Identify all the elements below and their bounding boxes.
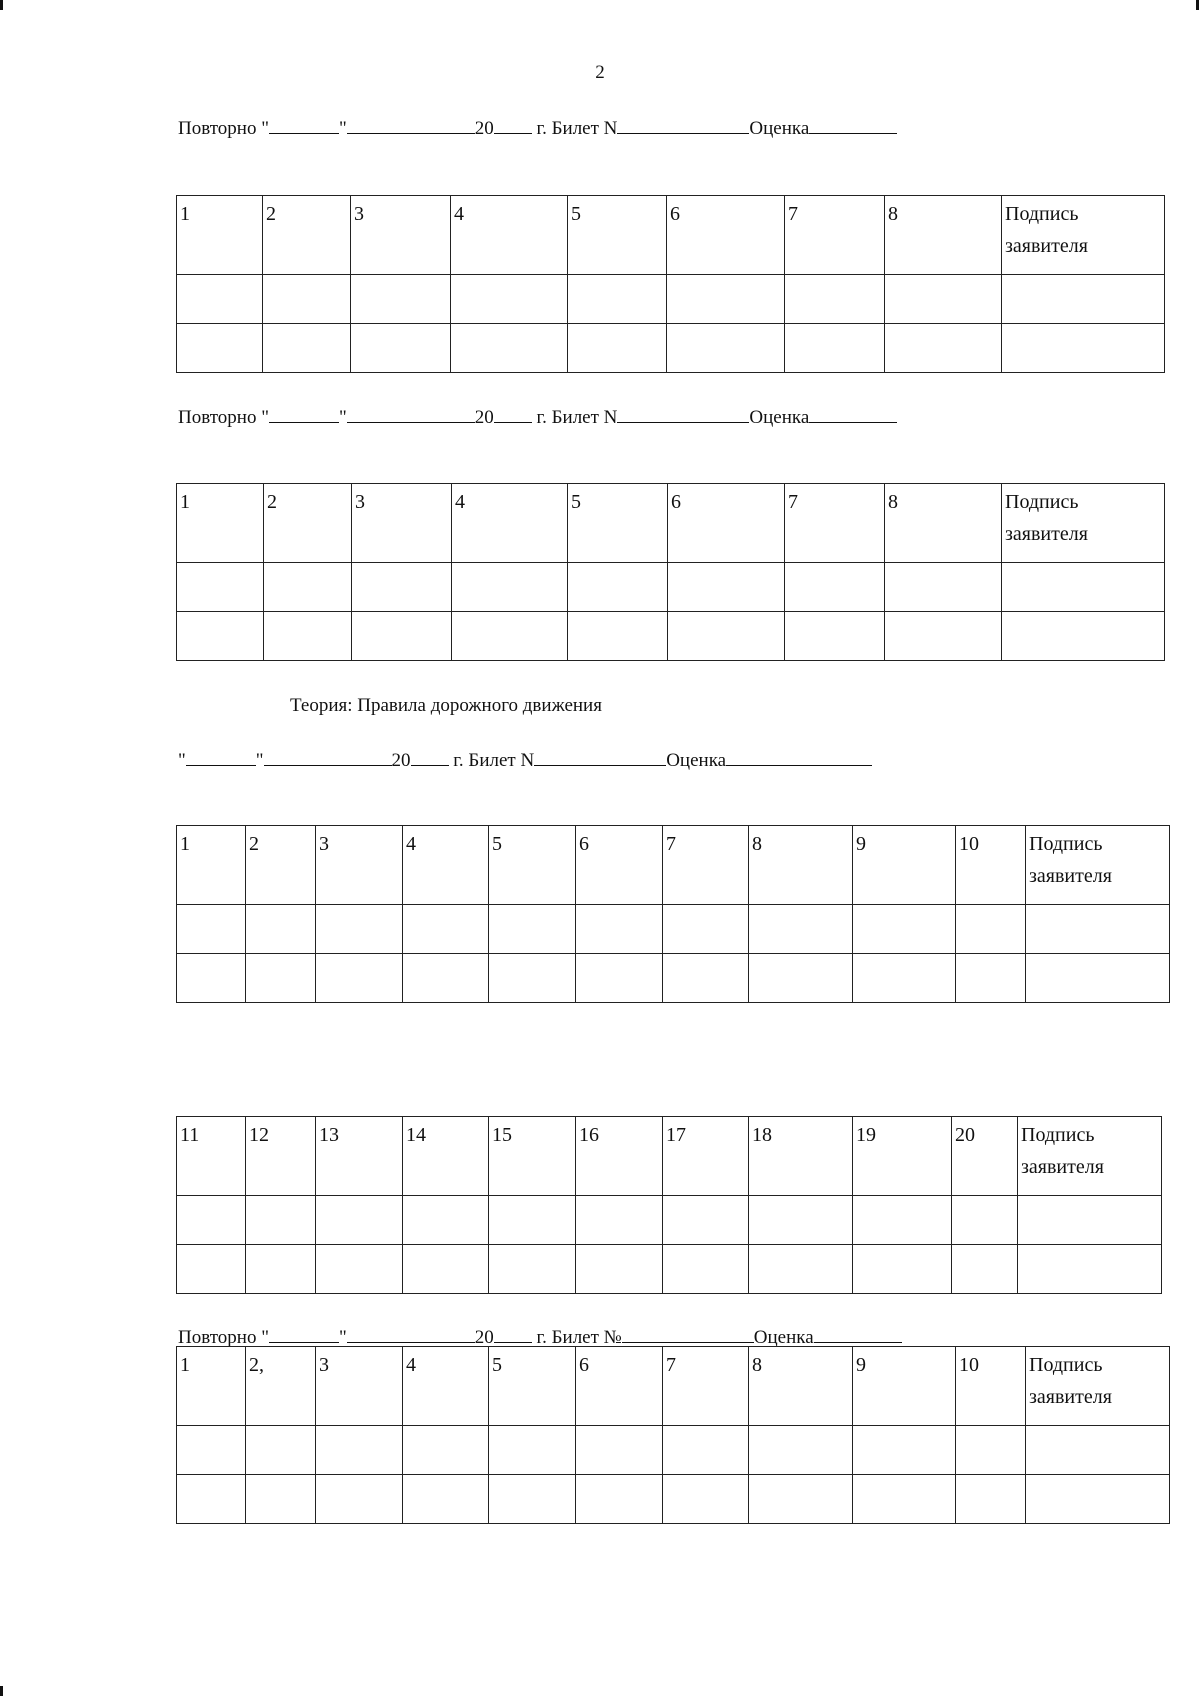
answer-cell[interactable] — [403, 1475, 489, 1524]
col-header: 6 — [576, 826, 663, 905]
col-header: 4 — [403, 1347, 489, 1426]
answer-cell[interactable] — [956, 1475, 1026, 1524]
answer-cell[interactable] — [785, 563, 885, 612]
col-header: 1 — [177, 484, 264, 563]
col-header: 2 — [246, 826, 316, 905]
col-header: 16 — [576, 1117, 663, 1196]
answer-cell[interactable] — [853, 1426, 956, 1475]
signature-cell[interactable] — [1002, 324, 1165, 373]
year-prefix: 20 — [474, 1327, 494, 1348]
table-row — [177, 275, 1165, 324]
answer-cell[interactable] — [246, 1426, 316, 1475]
col-header: 12 — [246, 1117, 316, 1196]
answer-cell[interactable] — [177, 1426, 246, 1475]
answer-cell[interactable] — [489, 1245, 576, 1294]
month-field[interactable] — [347, 405, 475, 423]
answer-cell[interactable] — [177, 324, 263, 373]
answer-cell[interactable] — [177, 905, 246, 954]
answer-cell[interactable] — [952, 1245, 1018, 1294]
year-prefix: 20 — [474, 118, 494, 139]
repeat-line-2 — [178, 405, 897, 429]
results-table-5 — [176, 1346, 1170, 1524]
table-row — [177, 1475, 1170, 1524]
col-header: 5 — [489, 1347, 576, 1426]
repeat-label: Повторно " — [178, 118, 269, 139]
answer-cell[interactable] — [663, 1426, 749, 1475]
answer-cell[interactable] — [885, 612, 1002, 661]
quote-mark: " — [255, 750, 264, 771]
answer-cell[interactable] — [667, 275, 785, 324]
answer-cell[interactable] — [853, 1245, 952, 1294]
answer-cell[interactable] — [352, 612, 452, 661]
day-field[interactable] — [186, 748, 256, 766]
answer-cell[interactable] — [853, 1196, 952, 1245]
signature-cell[interactable] — [1002, 563, 1165, 612]
col-header: 4 — [451, 196, 568, 275]
answer-cell[interactable] — [489, 1196, 576, 1245]
grade-field[interactable] — [814, 1325, 902, 1343]
ticket-field[interactable] — [617, 405, 749, 423]
table-row — [177, 1196, 1162, 1245]
results-table-1 — [176, 195, 1165, 373]
answer-cell[interactable] — [749, 954, 853, 1003]
answer-cell[interactable] — [663, 1475, 749, 1524]
answer-cell[interactable] — [668, 612, 785, 661]
answer-cell[interactable] — [668, 563, 785, 612]
table-row — [177, 905, 1170, 954]
answer-cell[interactable] — [246, 1196, 316, 1245]
signature-cell[interactable] — [1018, 1196, 1162, 1245]
signature-header: Подпись заявителя — [1002, 484, 1165, 563]
answer-cell[interactable] — [177, 1196, 246, 1245]
answer-cell[interactable] — [667, 324, 785, 373]
col-header: 7 — [785, 196, 885, 275]
col-header: 10 — [956, 826, 1026, 905]
col-header: 6 — [576, 1347, 663, 1426]
table-row — [177, 1426, 1170, 1475]
answer-cell[interactable] — [785, 324, 885, 373]
col-header: 3 — [351, 196, 451, 275]
answer-cell[interactable] — [351, 275, 451, 324]
answer-cell[interactable] — [177, 954, 246, 1003]
theory-heading: Теория: Правила дорожного движения — [290, 695, 602, 716]
answer-cell[interactable] — [956, 905, 1026, 954]
col-header: 7 — [785, 484, 885, 563]
table-row — [177, 1245, 1162, 1294]
answer-cell[interactable] — [952, 1196, 1018, 1245]
answer-cell[interactable] — [749, 1475, 853, 1524]
day-field[interactable] — [269, 405, 339, 423]
grade-field[interactable] — [809, 116, 897, 134]
answer-cell[interactable] — [316, 1196, 403, 1245]
signature-cell[interactable] — [1026, 954, 1170, 1003]
table-row — [177, 612, 1165, 661]
open-quote: " — [178, 750, 186, 771]
col-header: 10 — [956, 1347, 1026, 1426]
year-field[interactable] — [411, 748, 449, 766]
answer-cell[interactable] — [177, 563, 264, 612]
answer-cell[interactable] — [451, 275, 568, 324]
theory-date-line — [178, 748, 872, 772]
quote-mark: " — [338, 1327, 347, 1348]
answer-cell[interactable] — [263, 275, 351, 324]
col-header: 3 — [352, 484, 452, 563]
col-header: 15 — [489, 1117, 576, 1196]
grade-label: Оценка — [749, 118, 810, 139]
col-header: 6 — [668, 484, 785, 563]
answer-cell[interactable] — [177, 275, 263, 324]
scan-edge-mark — [0, 0, 3, 10]
ticket-label: г. Билет № — [536, 1327, 622, 1348]
answer-cell[interactable] — [489, 1426, 576, 1475]
answer-cell[interactable] — [885, 563, 1002, 612]
col-header: 8 — [749, 1347, 853, 1426]
grade-field[interactable] — [809, 405, 897, 423]
signature-cell[interactable] — [1002, 275, 1165, 324]
ticket-label: г. Билет N — [536, 118, 618, 139]
ticket-field[interactable] — [622, 1325, 754, 1343]
repeat-line-1 — [178, 116, 897, 140]
grade-label: Оценка — [666, 750, 727, 771]
answer-cell[interactable] — [749, 1426, 853, 1475]
col-header: 4 — [452, 484, 568, 563]
col-header: 1 — [177, 1347, 246, 1426]
answer-cell[interactable] — [316, 1426, 403, 1475]
year-field[interactable] — [494, 116, 532, 134]
col-header: 5 — [568, 484, 668, 563]
signature-header: Подпись заявителя — [1002, 196, 1165, 275]
answer-cell[interactable] — [452, 563, 568, 612]
answer-cell[interactable] — [403, 1245, 489, 1294]
answer-cell[interactable] — [576, 954, 663, 1003]
answer-cell[interactable] — [352, 563, 452, 612]
answer-cell[interactable] — [351, 324, 451, 373]
signature-header: Подпись заявителя — [1018, 1117, 1162, 1196]
col-header: 9 — [853, 1347, 956, 1426]
answer-cell[interactable] — [576, 1475, 663, 1524]
answer-cell[interactable] — [403, 1426, 489, 1475]
answer-cell[interactable] — [246, 1245, 316, 1294]
signature-cell[interactable] — [1002, 612, 1165, 661]
answer-cell[interactable] — [576, 1245, 663, 1294]
answer-cell[interactable] — [885, 324, 1002, 373]
answer-cell[interactable] — [264, 563, 352, 612]
answer-cell[interactable] — [749, 905, 853, 954]
table-row — [177, 324, 1165, 373]
signature-header: Подпись заявителя — [1026, 826, 1170, 905]
month-field[interactable] — [347, 1325, 475, 1343]
ticket-field[interactable] — [617, 116, 749, 134]
scan-edge-mark — [0, 1686, 3, 1696]
col-header: 9 — [853, 826, 956, 905]
signature-cell[interactable] — [1026, 905, 1170, 954]
results-table-4 — [176, 1116, 1162, 1294]
answer-cell[interactable] — [568, 324, 667, 373]
answer-cell[interactable] — [177, 1475, 246, 1524]
answer-cell[interactable] — [663, 954, 749, 1003]
answer-cell[interactable] — [489, 1475, 576, 1524]
col-header: 14 — [403, 1117, 489, 1196]
year-prefix: 20 — [391, 750, 411, 771]
answer-cell[interactable] — [451, 324, 568, 373]
answer-cell[interactable] — [785, 612, 885, 661]
results-table-2 — [176, 483, 1165, 661]
answer-cell[interactable] — [489, 954, 576, 1003]
answer-cell[interactable] — [452, 612, 568, 661]
col-header: 1 — [177, 196, 263, 275]
answer-cell[interactable] — [403, 1196, 489, 1245]
signature-cell[interactable] — [1026, 1426, 1170, 1475]
col-header: 2 — [263, 196, 351, 275]
signature-cell[interactable] — [1018, 1245, 1162, 1294]
answer-cell[interactable] — [316, 905, 403, 954]
answer-cell[interactable] — [568, 612, 668, 661]
ticket-label: г. Билет N — [536, 407, 618, 428]
answer-cell[interactable] — [576, 1196, 663, 1245]
day-field[interactable] — [269, 1325, 339, 1343]
year-field[interactable] — [494, 405, 532, 423]
answer-cell[interactable] — [853, 1475, 956, 1524]
answer-cell[interactable] — [177, 612, 264, 661]
answer-cell[interactable] — [264, 612, 352, 661]
answer-cell[interactable] — [246, 905, 316, 954]
answer-cell[interactable] — [568, 563, 668, 612]
answer-cell[interactable] — [316, 954, 403, 1003]
col-header: 7 — [663, 1347, 749, 1426]
col-header: 2 — [264, 484, 352, 563]
col-header: 5 — [489, 826, 576, 905]
col-header: 11 — [177, 1117, 246, 1196]
col-header: 20 — [952, 1117, 1018, 1196]
answer-cell[interactable] — [403, 905, 489, 954]
answer-cell[interactable] — [853, 954, 956, 1003]
scan-edge-mark — [1196, 0, 1199, 10]
col-header: 19 — [853, 1117, 952, 1196]
answer-cell[interactable] — [246, 1475, 316, 1524]
results-table-3 — [176, 825, 1170, 1003]
quote-mark: " — [338, 407, 347, 428]
col-header: 18 — [749, 1117, 853, 1196]
col-header: 3 — [316, 826, 403, 905]
col-header: 17 — [663, 1117, 749, 1196]
answer-cell[interactable] — [568, 275, 667, 324]
answer-cell[interactable] — [263, 324, 351, 373]
answer-cell[interactable] — [177, 1245, 246, 1294]
ticket-field[interactable] — [534, 748, 666, 766]
col-header: 8 — [885, 196, 1002, 275]
month-field[interactable] — [264, 748, 392, 766]
answer-cell[interactable] — [663, 1245, 749, 1294]
col-header: 5 — [568, 196, 667, 275]
answer-cell[interactable] — [316, 1475, 403, 1524]
col-header: 3 — [316, 1347, 403, 1426]
signature-header: Подпись заявителя — [1026, 1347, 1170, 1426]
signature-cell[interactable] — [1026, 1475, 1170, 1524]
answer-cell[interactable] — [316, 1245, 403, 1294]
grade-label: Оценка — [753, 1327, 814, 1348]
answer-cell[interactable] — [489, 905, 576, 954]
repeat-label: Повторно " — [178, 1327, 269, 1348]
col-header: 4 — [403, 826, 489, 905]
answer-cell[interactable] — [403, 954, 489, 1003]
answer-cell[interactable] — [956, 954, 1026, 1003]
answer-cell[interactable] — [749, 1196, 853, 1245]
year-prefix: 20 — [474, 407, 494, 428]
col-header: 8 — [749, 826, 853, 905]
day-field[interactable] — [269, 116, 339, 134]
answer-cell[interactable] — [885, 275, 1002, 324]
table-row — [177, 563, 1165, 612]
answer-cell[interactable] — [853, 905, 956, 954]
answer-cell[interactable] — [663, 1196, 749, 1245]
page-number: 2 — [595, 62, 605, 83]
col-header: 8 — [885, 484, 1002, 563]
year-field[interactable] — [494, 1325, 532, 1343]
ticket-label: г. Билет N — [453, 750, 535, 771]
col-header: 13 — [316, 1117, 403, 1196]
grade-label: Оценка — [749, 407, 810, 428]
col-header: 6 — [667, 196, 785, 275]
answer-cell[interactable] — [663, 905, 749, 954]
answer-cell[interactable] — [576, 1426, 663, 1475]
answer-cell[interactable] — [956, 1426, 1026, 1475]
col-header: 1 — [177, 826, 246, 905]
quote-mark: " — [338, 118, 347, 139]
table-row — [177, 954, 1170, 1003]
col-header: 7 — [663, 826, 749, 905]
answer-cell[interactable] — [576, 905, 663, 954]
answer-cell[interactable] — [785, 275, 885, 324]
col-header: 2, — [246, 1347, 316, 1426]
month-field[interactable] — [347, 116, 475, 134]
answer-cell[interactable] — [749, 1245, 853, 1294]
grade-field[interactable] — [726, 748, 872, 766]
repeat-label: Повторно " — [178, 407, 269, 428]
answer-cell[interactable] — [246, 954, 316, 1003]
